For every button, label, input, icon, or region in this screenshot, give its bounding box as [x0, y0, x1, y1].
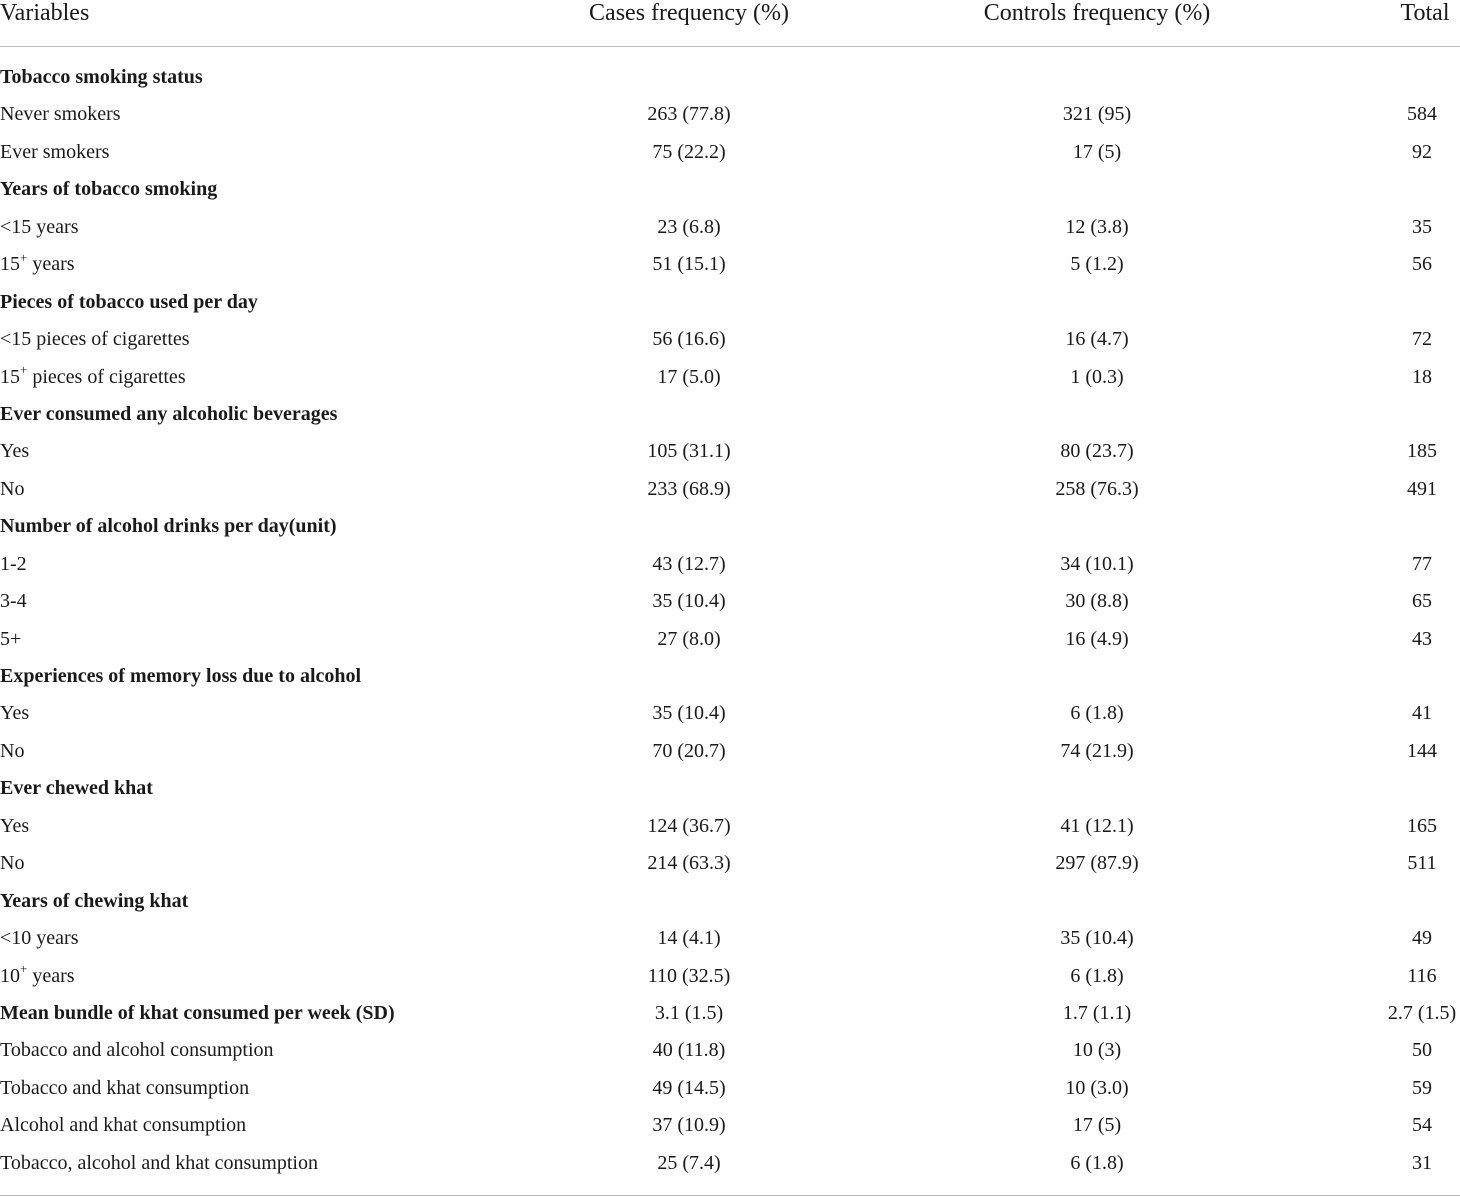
- controls-cell: 297 (87.9): [1055, 852, 1139, 875]
- controls-cell: 12 (3.8): [1065, 215, 1129, 238]
- controls-cell: 6 (1.8): [1070, 1151, 1124, 1174]
- table-row: [0, 96, 1460, 133]
- total-cell: 54: [1412, 1114, 1432, 1137]
- table-row: [0, 246, 1460, 283]
- row-label: Ever smokers: [0, 140, 110, 163]
- controls-cell: 321 (95): [1062, 103, 1132, 126]
- total-cell: 35: [1412, 215, 1432, 238]
- controls-cell: 6 (1.8): [1070, 702, 1124, 725]
- cases-cell: 35 (10.4): [652, 590, 726, 613]
- cases-cell: 49 (14.5): [652, 1076, 726, 1099]
- row-label: 10+ years: [0, 960, 75, 987]
- total-cell: 65: [1412, 590, 1432, 613]
- row-label: Tobacco and alcohol consumption: [0, 1039, 274, 1062]
- total-cell: 584: [1407, 103, 1437, 126]
- header-controls: Controls frequency (%): [983, 0, 1211, 26]
- controls-cell: 10 (3.0): [1065, 1076, 1129, 1099]
- controls-cell: 16 (4.7): [1065, 328, 1129, 351]
- table-row: [0, 546, 1460, 583]
- table-row: [0, 845, 1460, 882]
- cases-cell: 124 (36.7): [647, 814, 731, 837]
- table-section-row: [0, 995, 1460, 1032]
- total-cell: 56: [1412, 253, 1432, 276]
- row-label: 15+ years: [0, 249, 75, 276]
- table-row: [0, 583, 1460, 620]
- cases-cell: 37 (10.9): [652, 1114, 726, 1137]
- total-cell: 49: [1412, 927, 1432, 950]
- cases-cell: 3.1 (1.5): [654, 1001, 724, 1024]
- row-label: Tobacco and khat consumption: [0, 1076, 250, 1099]
- table-section-row: [0, 59, 1460, 96]
- row-label: Yes: [0, 440, 30, 463]
- row-label: <15 years: [0, 215, 79, 238]
- cases-cell: 14 (4.1): [657, 927, 721, 950]
- table-row: [0, 1070, 1460, 1107]
- table-row: [0, 1032, 1460, 1069]
- controls-cell: 1.7 (1.1): [1062, 1001, 1132, 1024]
- cases-cell: 56 (16.6): [652, 328, 726, 351]
- controls-cell: 80 (23.7): [1060, 440, 1134, 463]
- row-label: <15 pieces of cigarettes: [0, 328, 190, 351]
- total-cell: 185: [1407, 440, 1437, 463]
- cases-cell: 51 (15.1): [652, 253, 726, 276]
- cases-cell: 214 (63.3): [647, 852, 731, 875]
- table-section-row: [0, 770, 1460, 807]
- cases-cell: 75 (22.2): [652, 140, 726, 163]
- cases-cell: 35 (10.4): [652, 702, 726, 725]
- cases-cell: 110 (32.5): [647, 964, 731, 987]
- header-total: Total: [1400, 0, 1450, 26]
- table-row: [0, 321, 1460, 358]
- header-cases: Cases frequency (%): [589, 0, 789, 26]
- table-row: [0, 695, 1460, 732]
- cases-cell: 17 (5.0): [657, 365, 721, 388]
- table-header-row: [0, 0, 1460, 47]
- total-cell: 116: [1407, 964, 1437, 987]
- controls-cell: 74 (21.9): [1060, 739, 1134, 762]
- row-label: Years of chewing khat: [0, 889, 189, 912]
- total-cell: 43: [1412, 627, 1432, 650]
- row-label: Tobacco smoking status: [0, 66, 203, 88]
- controls-cell: 5 (1.2): [1070, 253, 1124, 276]
- table-row: [0, 958, 1460, 995]
- total-cell: 50: [1412, 1039, 1432, 1062]
- bottom-rule: [0, 1195, 1460, 1196]
- table-row: [0, 209, 1460, 246]
- row-label: 5+: [0, 627, 22, 650]
- table-body: [0, 59, 1460, 1182]
- total-cell: 165: [1407, 814, 1437, 837]
- row-label: 1-2: [0, 552, 27, 575]
- table-row: [0, 808, 1460, 845]
- total-cell: 92: [1412, 140, 1432, 163]
- row-label: No: [0, 739, 25, 762]
- table-section-row: [0, 658, 1460, 695]
- controls-cell: 30 (8.8): [1065, 590, 1129, 613]
- controls-cell: 35 (10.4): [1060, 927, 1134, 950]
- row-label: Alcohol and khat consumption: [0, 1114, 247, 1137]
- total-cell: 18: [1412, 365, 1432, 388]
- total-cell: 59: [1412, 1076, 1432, 1099]
- cases-cell: 23 (6.8): [657, 215, 721, 238]
- total-cell: 72: [1412, 328, 1432, 351]
- total-cell: 2.7 (1.5): [1387, 1001, 1457, 1024]
- controls-cell: 17 (5): [1072, 1114, 1122, 1137]
- row-label: 15+ pieces of cigarettes: [0, 361, 186, 388]
- row-label: No: [0, 852, 25, 875]
- row-label: <10 years: [0, 927, 79, 950]
- table-row: [0, 1107, 1460, 1144]
- cases-cell: 263 (77.8): [647, 103, 731, 126]
- table-row: [0, 471, 1460, 508]
- controls-cell: 17 (5): [1072, 140, 1122, 163]
- table-row: [0, 733, 1460, 770]
- cases-cell: 27 (8.0): [657, 627, 721, 650]
- total-cell: 77: [1412, 552, 1432, 575]
- row-label: Yes: [0, 702, 30, 725]
- cases-cell: 70 (20.7): [652, 739, 726, 762]
- row-label: Ever chewed khat: [0, 777, 153, 800]
- controls-cell: 16 (4.9): [1065, 627, 1129, 650]
- table-row: [0, 920, 1460, 957]
- total-cell: 491: [1407, 477, 1437, 500]
- table-section-row: [0, 883, 1460, 920]
- row-label: Number of alcohol drinks per day(unit): [0, 515, 337, 538]
- controls-cell: 34 (10.1): [1060, 552, 1134, 575]
- row-label: Mean bundle of khat consumed per week (SD): [0, 1001, 395, 1024]
- row-label: Tobacco, alcohol and khat consumption: [0, 1151, 318, 1174]
- row-label: Years of tobacco smoking: [0, 178, 218, 201]
- table-section-row: [0, 508, 1460, 545]
- table-row: [0, 134, 1460, 171]
- row-label: Yes: [0, 814, 30, 837]
- controls-cell: 6 (1.8): [1070, 964, 1124, 987]
- row-label: Experiences of memory loss due to alcohol: [0, 665, 362, 687]
- row-label: Ever consumed any alcoholic beverages: [0, 402, 338, 425]
- total-cell: 511: [1407, 852, 1437, 875]
- cases-cell: 105 (31.1): [647, 440, 731, 463]
- table-row: [0, 433, 1460, 470]
- cases-cell: 25 (7.4): [657, 1151, 721, 1174]
- controls-cell: 10 (3): [1072, 1039, 1122, 1062]
- controls-cell: 1 (0.3): [1070, 365, 1124, 388]
- table-row: [0, 621, 1460, 658]
- total-cell: 41: [1412, 702, 1432, 725]
- cases-cell: 233 (68.9): [647, 477, 731, 500]
- row-label: Never smokers: [0, 103, 121, 126]
- table-row: [0, 359, 1460, 396]
- table-section-row: [0, 171, 1460, 208]
- table-section-row: [0, 396, 1460, 433]
- cases-cell: 40 (11.8): [652, 1039, 726, 1062]
- total-cell: 144: [1407, 739, 1437, 762]
- table-row: [0, 1145, 1460, 1182]
- controls-cell: 258 (76.3): [1055, 477, 1139, 500]
- total-cell: 31: [1412, 1151, 1432, 1174]
- table-section-row: [0, 284, 1460, 321]
- cases-cell: 43 (12.7): [652, 552, 726, 575]
- row-label: Pieces of tobacco used per day: [0, 290, 258, 313]
- row-label: 3-4: [0, 590, 27, 613]
- row-label: No: [0, 477, 25, 500]
- controls-cell: 41 (12.1): [1060, 814, 1134, 837]
- header-variables: Variables: [0, 0, 90, 26]
